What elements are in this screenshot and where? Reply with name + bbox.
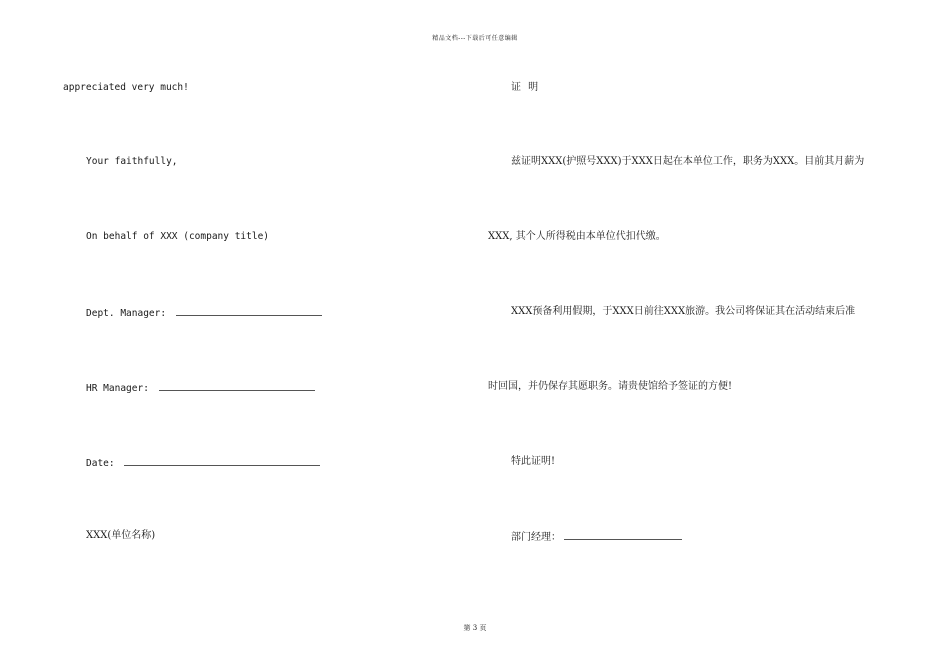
paragraph1-line2: XXX, 其个人所得税由本单位代扣代缴。 [488,231,666,242]
certificate-title: 证 明 [511,82,541,93]
date-label: Date: [86,458,115,469]
date-blank [124,455,320,466]
special-proof: 特此证明! [511,456,556,467]
dept-manager-cn-blank [564,529,682,540]
salutation: Your faithfully, [86,156,178,167]
closing-sentence: appreciated very much! [63,82,189,93]
dept-manager-label: Dept. Manager: [86,308,167,319]
dept-manager-cn-label: 部门经理： [511,532,561,543]
dept-manager-blank [176,305,322,316]
paragraph2-line2: 时回国，并仍保存其愿职务。请贵使馆给予签证的方便! [488,381,733,392]
hr-manager-label: HR Manager: [86,383,149,394]
dept-manager-cn-signature-line [511,529,682,545]
on-behalf-line: On behalf of XXX (company title) [86,231,270,242]
date-signature-line [86,455,320,471]
page-header: 精品文档---下载后可任意编辑 [432,35,518,42]
paragraph2-line1: XXX预备利用假期，于XXX日前往XXX旅游。我公司将保证其在活动结束后准 [511,306,856,317]
hr-manager-signature-line [86,380,315,396]
dept-manager-signature-line [86,305,322,321]
hr-manager-blank [159,380,315,391]
page-number: 第 3 页 [463,624,487,632]
unit-name: XXX(单位名称) [86,530,156,541]
paragraph1-line1: 兹证明XXX(护照号XXX)于XXX日起在本单位工作，职务为XXX。目前其月薪为 [511,156,865,167]
